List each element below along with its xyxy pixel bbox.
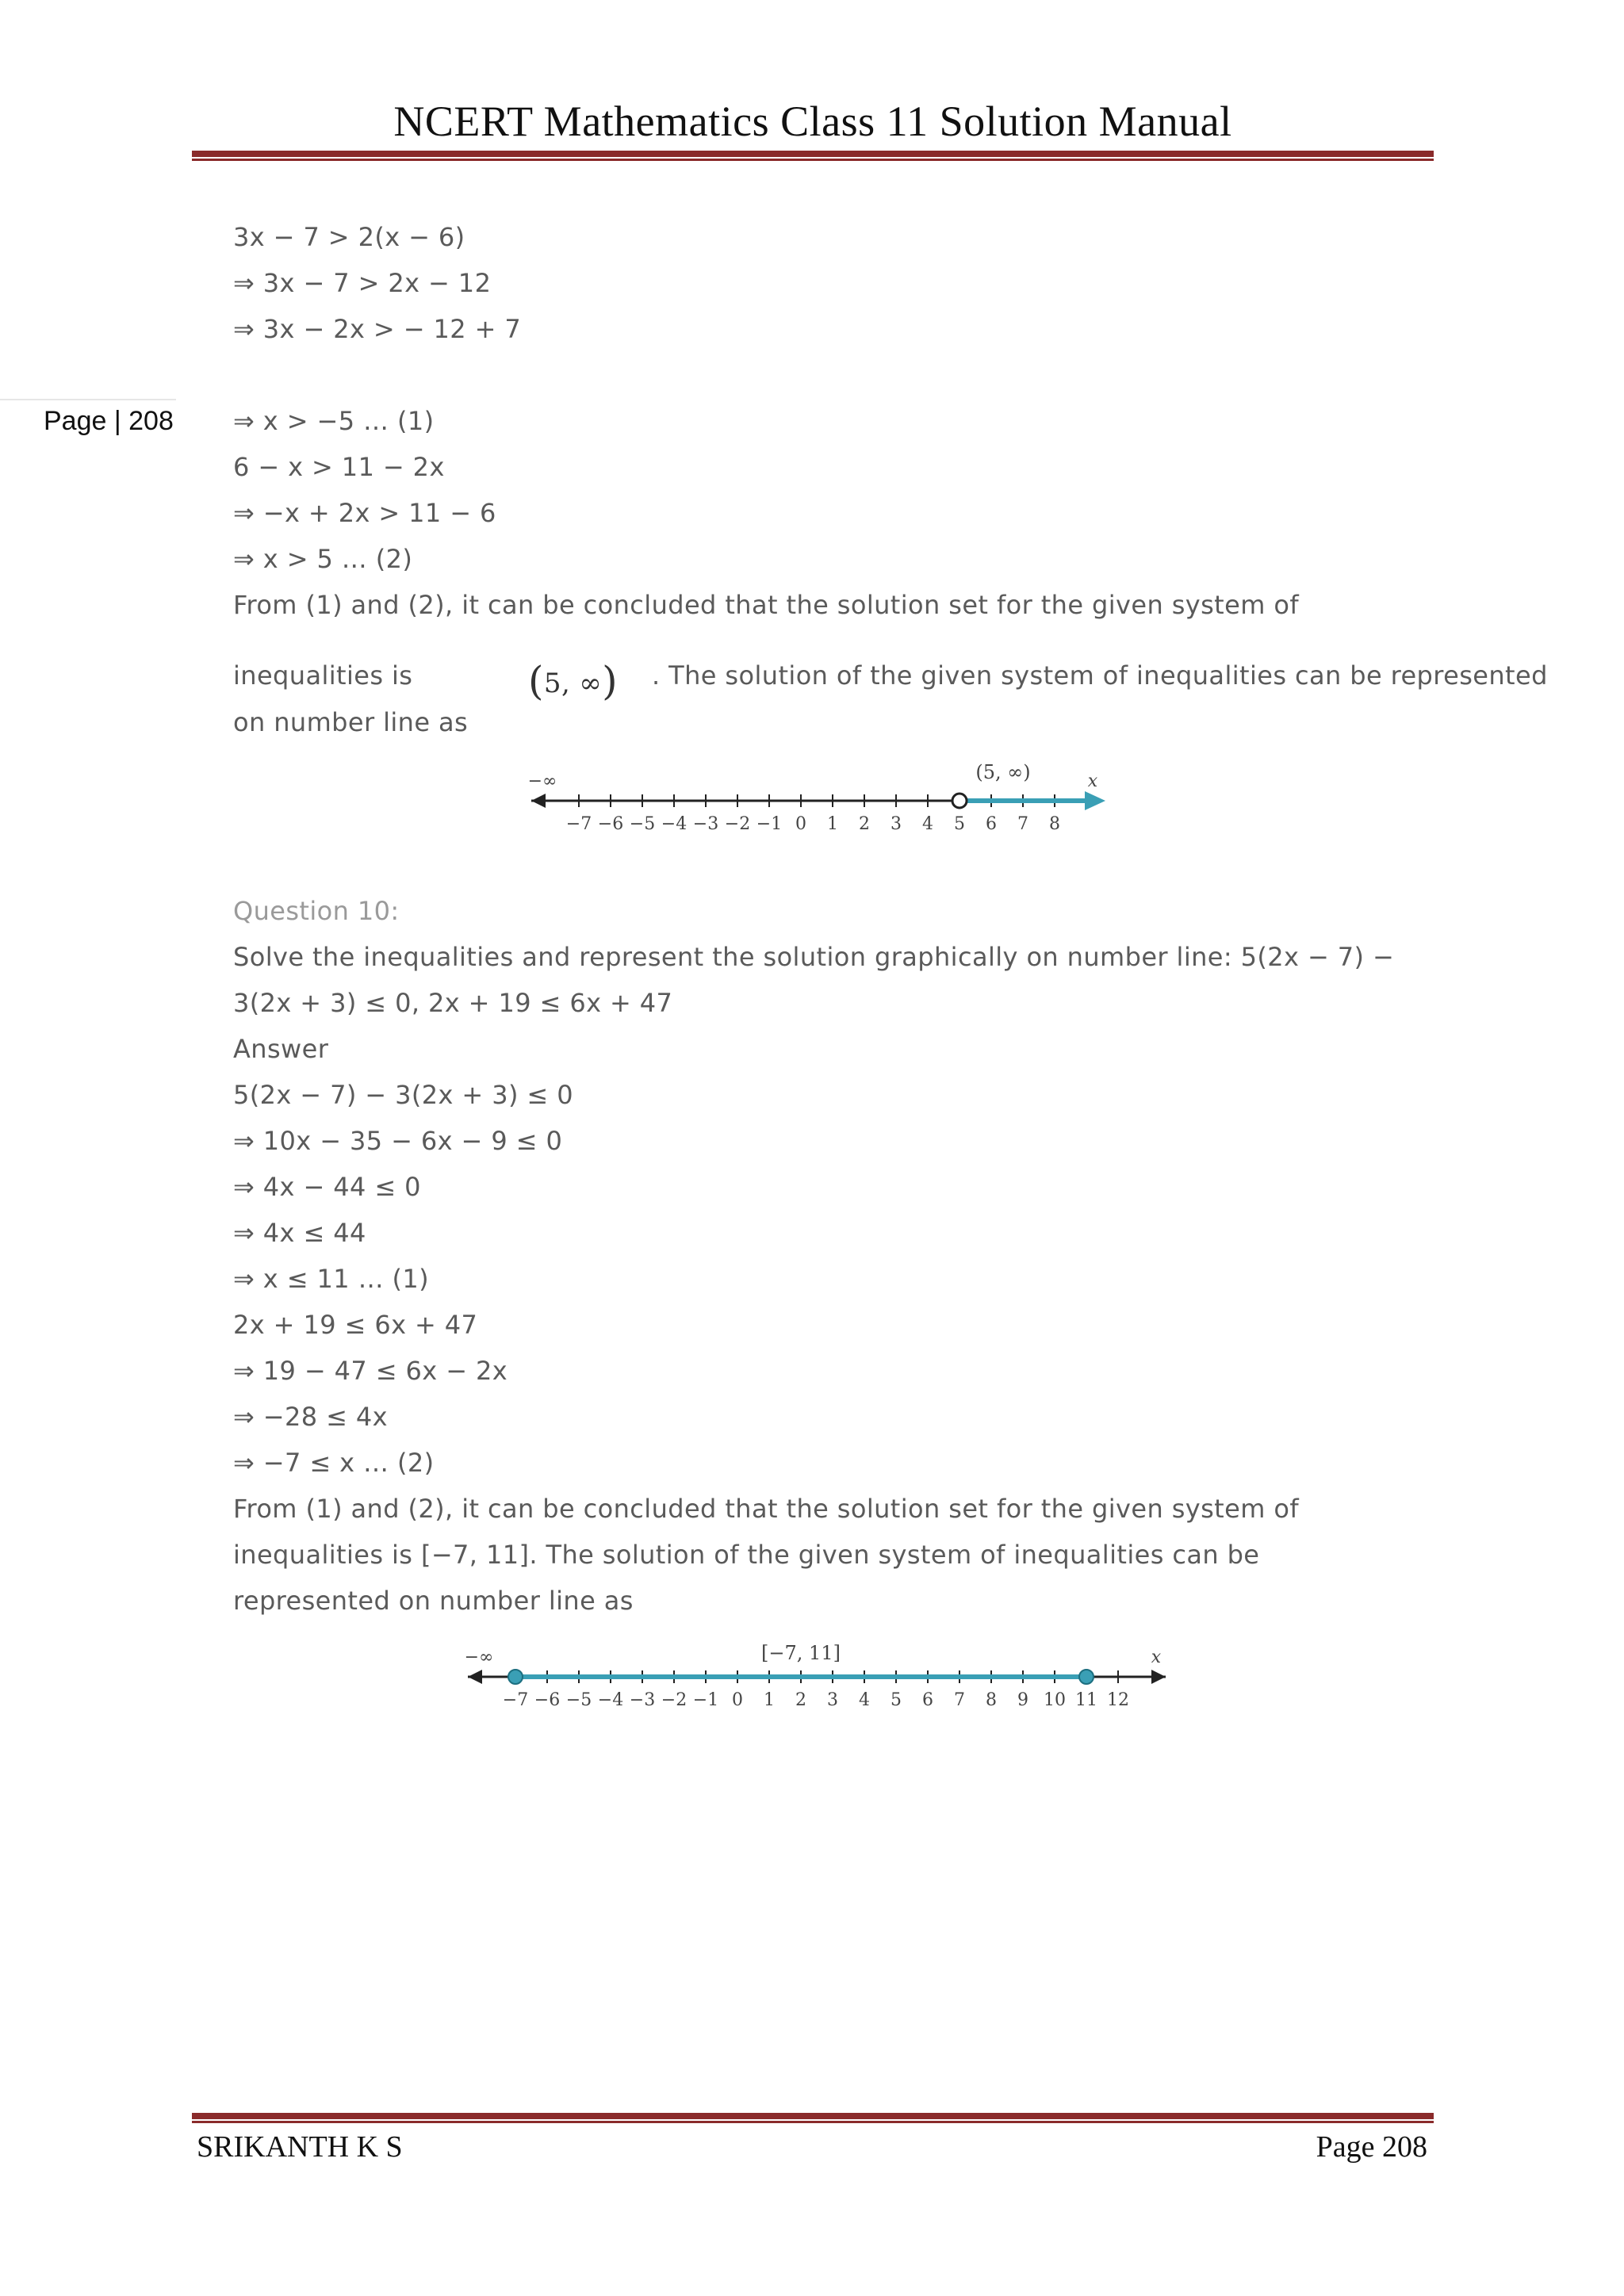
paragraph-line-prefix: inequalities is [233,660,413,691]
paragraph-line: Solve the inequalities and represent the solution graphically on number line: 5(2x − 7) − [233,942,1395,972]
math-line: ⇒ 3x − 7 > 2x − 12 [233,268,492,298]
paragraph-line: From (1) and (2), it can be concluded that the solution set for the given system of [233,590,1299,620]
math-line: ⇒ −28 ≤ 4x [233,1402,388,1432]
tick-label: 3 [827,1690,838,1710]
tick-label: 7 [954,1690,965,1710]
paragraph-line: 3(2x + 3) ≤ 0, 2x + 19 ≤ 6x + 47 [233,988,673,1018]
math-line: ⇒ 4x ≤ 44 [233,1218,366,1248]
tick-label: −6 [597,814,624,834]
tick-label: −2 [724,814,751,834]
math-line: 6 − x > 11 − 2x [233,452,445,482]
tick-label: 6 [986,814,997,834]
tick-label: 5 [954,814,965,834]
footer-rule-thin [192,2121,1434,2123]
answer-label: Answer [233,1034,329,1064]
paragraph-line: From (1) and (2), it can be concluded that the solution set for the given system of [233,1494,1299,1524]
tick-label: 0 [795,814,806,834]
math-line: ⇒ x > −5 … (1) [233,406,435,436]
math-line: ⇒ 10x − 35 − 6x − 9 ≤ 0 [233,1126,563,1156]
interval-label: (5, ∞) [975,761,1031,783]
tick-label: −1 [692,1690,719,1710]
tick-label: 8 [986,1690,997,1710]
tick-label: −7 [565,814,592,834]
tick-label: −7 [502,1690,529,1710]
header-rule [192,151,1434,157]
tick-label: −5 [565,1690,592,1710]
tick-label: 2 [859,814,870,834]
tick-label: −6 [534,1690,561,1710]
tick-label: 4 [922,814,933,834]
math-line: ⇒ x ≤ 11 … (1) [233,1264,430,1294]
solution-arrow-icon [1085,791,1105,810]
margin-page-number: Page | 208 [44,406,174,436]
math-line: 5(2x − 7) − 3(2x + 3) ≤ 0 [233,1080,573,1110]
x-axis-label: x [1087,771,1098,791]
footer-rule [192,2113,1434,2119]
paragraph-line: inequalities is [−7, 11]. The solution of the given system of inequalities can be [233,1540,1260,1570]
tick-label: −4 [661,814,688,834]
tick-label: 0 [732,1690,743,1710]
page-header-title: NCERT Mathematics Class 11 Solution Manual [393,98,1232,145]
margin-divider [0,399,176,400]
tick-label: −2 [661,1690,688,1710]
open-endpoint [952,794,967,808]
closed-endpoint-left [508,1670,523,1684]
neg-infinity-label: −∞ [464,1647,494,1667]
math-line: 2x + 19 ≤ 6x + 47 [233,1310,478,1340]
math-line: ⇒ −x + 2x > 11 − 6 [233,498,496,528]
math-line: ⇒ −7 ≤ x … (2) [233,1448,435,1478]
tick-label: 3 [891,814,902,834]
tick-label: 1 [827,814,838,834]
interval-label: [−7, 11] [761,1642,841,1664]
tick-label: 5 [891,1690,902,1710]
left-arrow-icon [531,794,546,808]
paragraph-line-suffix: . The solution of the given system of inequalities can be represented [652,660,1548,691]
left-arrow-icon [468,1670,482,1684]
footer-author: SRIKANTH K S [197,2130,403,2164]
number-line-1 [515,757,1118,844]
tick-label: 12 [1107,1690,1129,1710]
paragraph-line: on number line as [233,707,469,737]
math-line: ⇒ 3x − 2x > − 12 + 7 [233,314,522,344]
math-line: ⇒ 19 − 47 ≤ 6x − 2x [233,1356,508,1386]
tick-label: −5 [629,814,656,834]
footer-page-number: Page 208 [1316,2130,1427,2164]
header-rule-thin [192,159,1434,161]
paragraph-line: represented on number line as [233,1586,634,1616]
question-title: Question 10: [233,896,400,926]
tick-label: 9 [1017,1690,1028,1710]
tick-label: 10 [1044,1690,1066,1710]
tick-label: −3 [692,814,719,834]
math-line: 3x − 7 > 2(x − 6) [233,222,465,252]
tick-label: 11 [1075,1690,1097,1710]
x-axis-label: x [1151,1647,1162,1667]
tick-label: −3 [629,1690,656,1710]
tick-label: 1 [764,1690,775,1710]
tick-label: 2 [795,1690,806,1710]
tick-label: 6 [922,1690,933,1710]
math-line: ⇒ x > 5 … (2) [233,544,413,574]
right-arrow-icon [1151,1670,1166,1684]
closed-endpoint-right [1079,1670,1094,1684]
tick-label: −1 [756,814,783,834]
solution-interval: (5, ∞) [528,658,619,704]
neg-infinity-label: −∞ [527,771,557,791]
tick-label: −4 [597,1690,624,1710]
number-line-2 [452,1637,1182,1716]
tick-label: 7 [1017,814,1028,834]
tick-label: 4 [859,1690,870,1710]
tick-label: 8 [1049,814,1060,834]
math-line: ⇒ 4x − 44 ≤ 0 [233,1172,421,1202]
